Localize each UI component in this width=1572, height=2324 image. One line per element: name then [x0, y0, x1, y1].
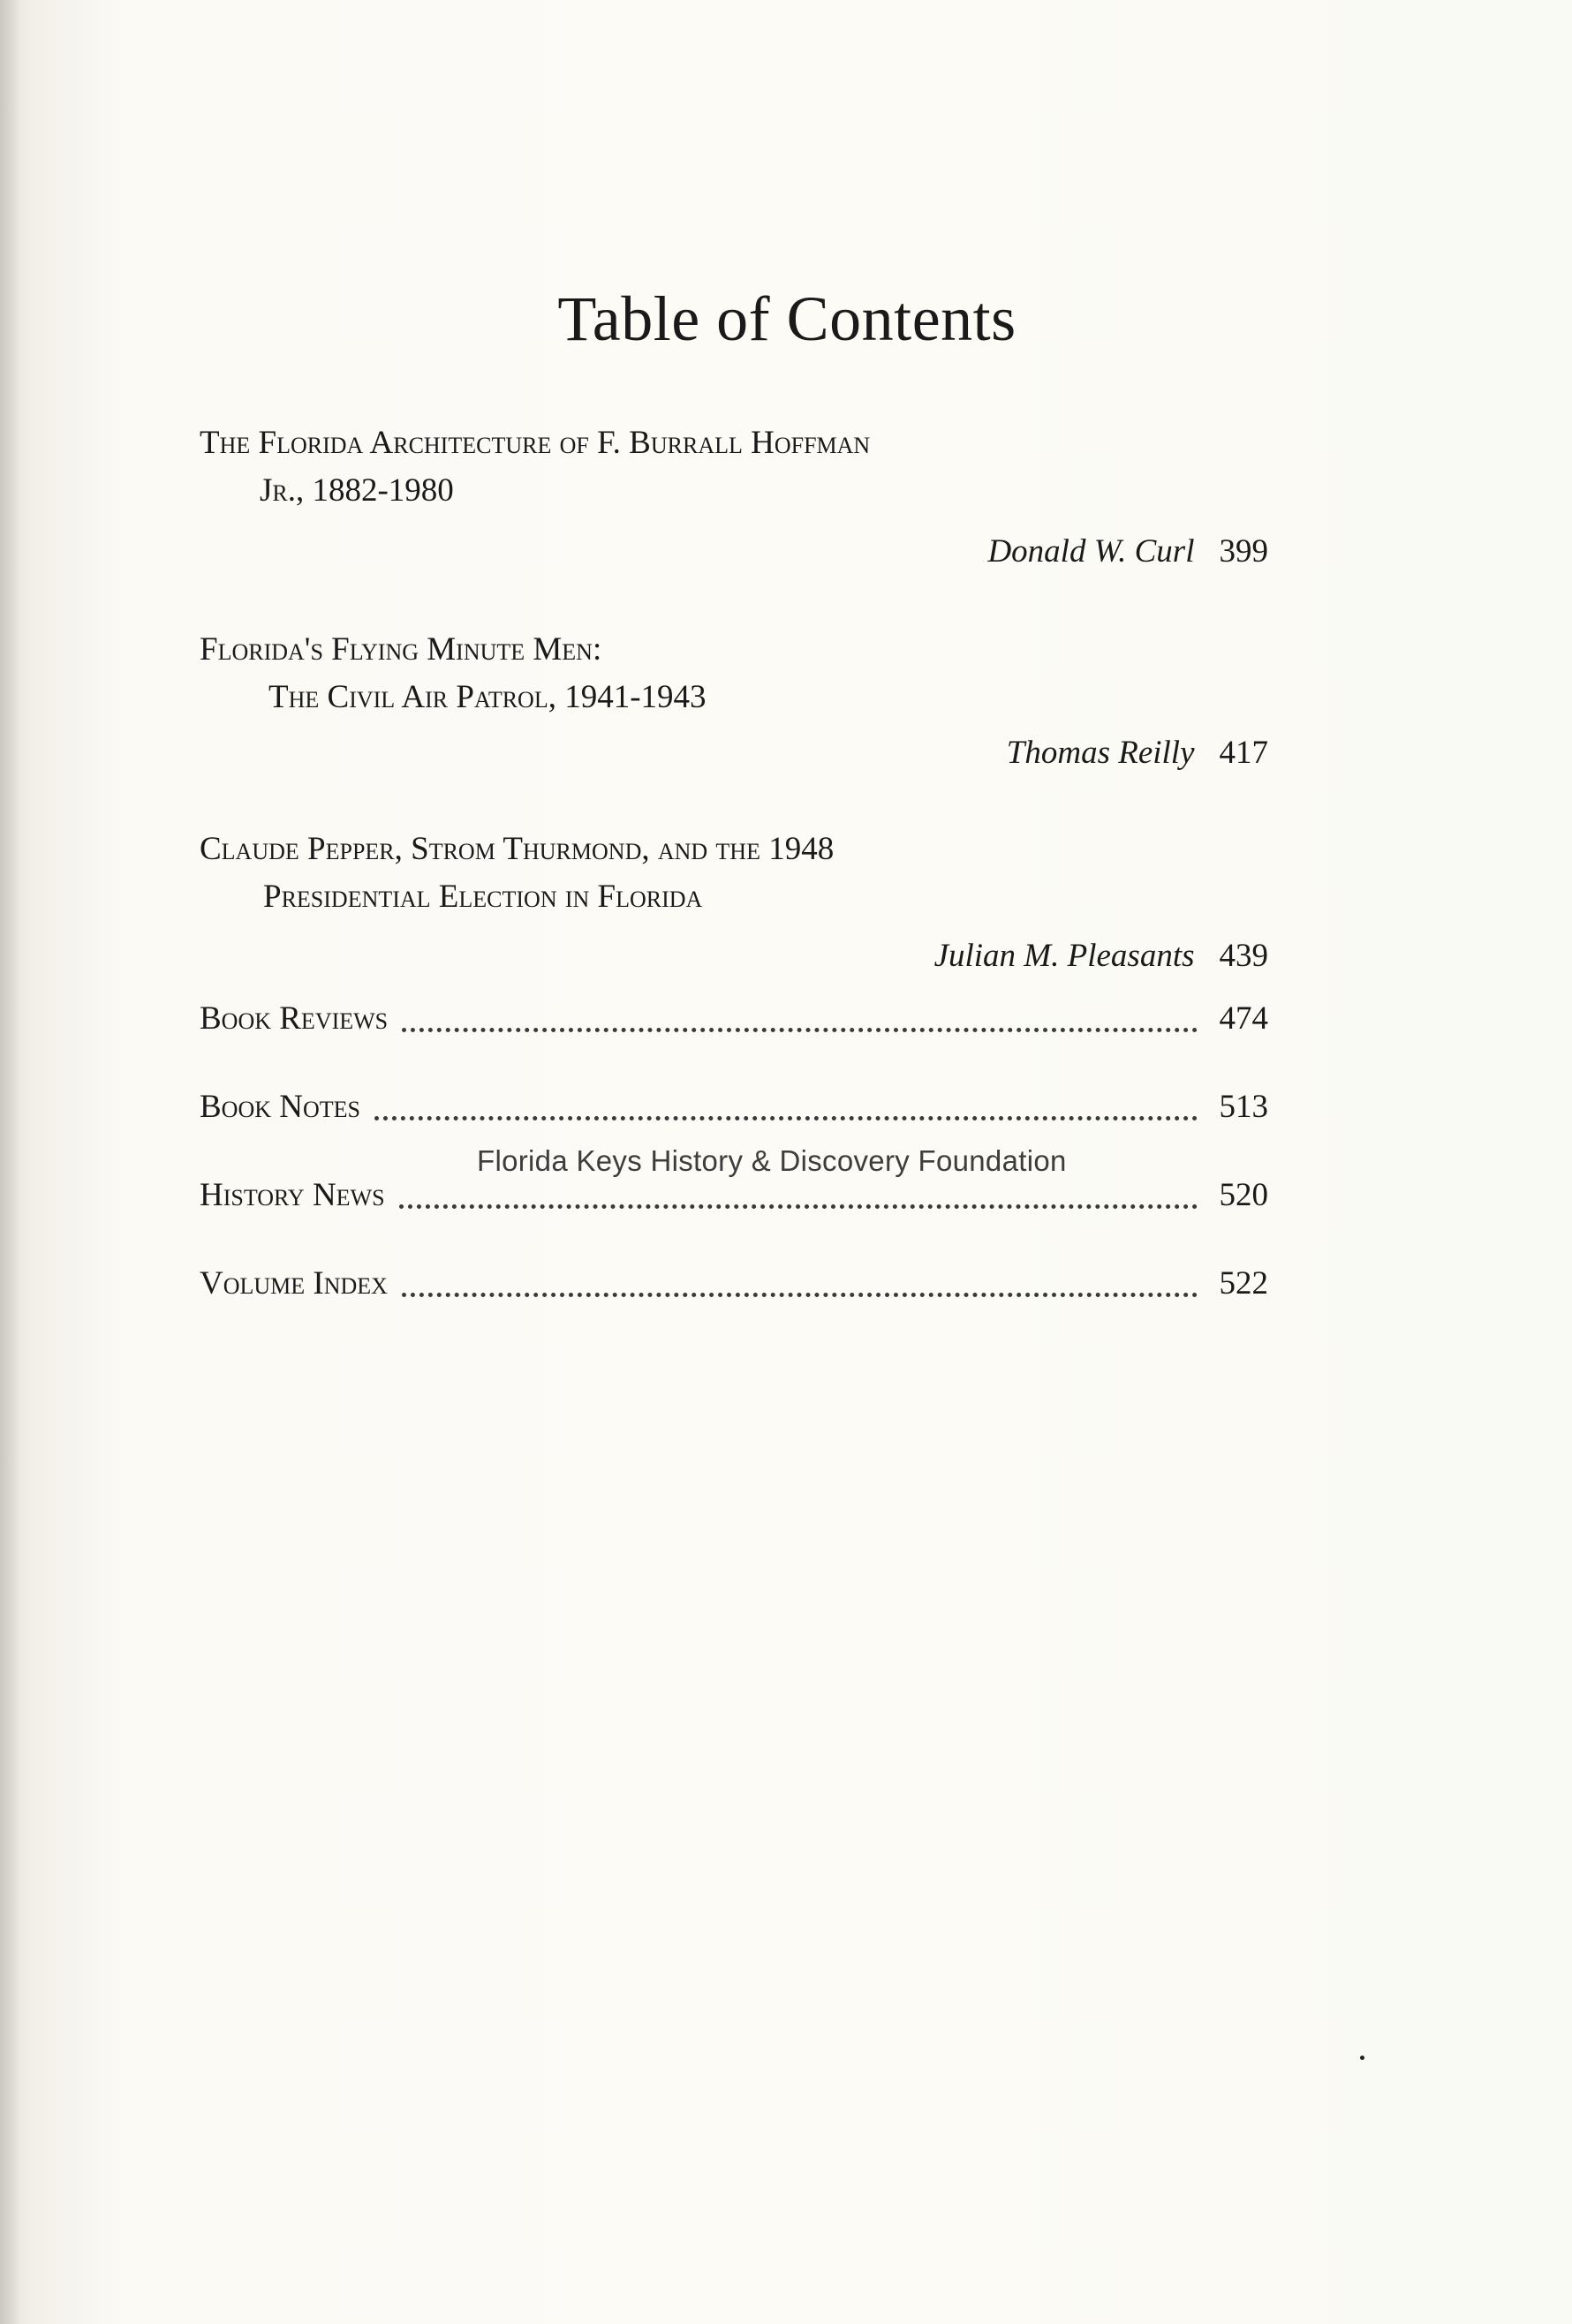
section-label: History News — [200, 1177, 385, 1213]
toc-section-book-reviews — [200, 995, 1268, 1043]
toc-article-entry — [200, 626, 1268, 776]
article-title-line-1: The Florida Architecture of F. Burrall Hoffman — [200, 425, 871, 461]
article-title — [200, 626, 1268, 721]
article-title-line-2: Presidential Election in Florida — [263, 879, 703, 915]
page-title: Table of Contents — [557, 283, 1017, 354]
section-page-number: 520 — [1219, 1177, 1268, 1213]
article-author: Julian M. Pleasants — [933, 938, 1195, 974]
article-author: Donald W. Curl — [987, 533, 1195, 570]
article-page-number: 399 — [1219, 533, 1268, 570]
section-label: Book Notes — [200, 1089, 360, 1125]
section-page-number: 513 — [1219, 1089, 1268, 1125]
author-line — [200, 529, 1268, 575]
article-page-number: 417 — [1219, 735, 1268, 771]
author-line — [200, 933, 1268, 979]
binding-gutter — [0, 0, 19, 2324]
section-label: Book Reviews — [200, 1000, 389, 1037]
dot-leader — [374, 1116, 1198, 1120]
toc-section-book-notes — [200, 1083, 1268, 1131]
article-author: Thomas Reilly — [1006, 735, 1195, 771]
article-title-line-2: Jr., 1882-1980 — [260, 472, 454, 509]
author-line — [200, 730, 1268, 776]
toc-article-entry — [200, 826, 1268, 979]
dot-leader — [402, 1293, 1198, 1297]
toc-section-volume-index — [200, 1260, 1268, 1308]
article-title-line-2: The Civil Air Patrol, 1941-1943 — [268, 679, 707, 715]
dot-leader — [399, 1204, 1198, 1209]
article-title — [200, 826, 1268, 921]
dot-leader — [402, 1028, 1198, 1032]
article-title — [200, 419, 1268, 515]
article-page-number: 439 — [1219, 938, 1268, 974]
scan-speck — [1360, 2056, 1364, 2060]
article-title-line-1: Claude Pepper, Strom Thurmond, and the 1948 — [200, 831, 835, 867]
toc-section-history-news — [200, 1172, 1268, 1219]
watermark-text: Florida Keys History & Discovery Foundation — [477, 1144, 1067, 1177]
article-title-line-1: Florida's Flying Minute Men: — [200, 631, 602, 668]
section-page-number: 522 — [1219, 1265, 1268, 1302]
toc-article-entry — [200, 419, 1268, 575]
section-page-number: 474 — [1219, 1000, 1268, 1037]
toc-content — [200, 283, 1268, 1348]
section-label: Volume Index — [200, 1265, 388, 1302]
